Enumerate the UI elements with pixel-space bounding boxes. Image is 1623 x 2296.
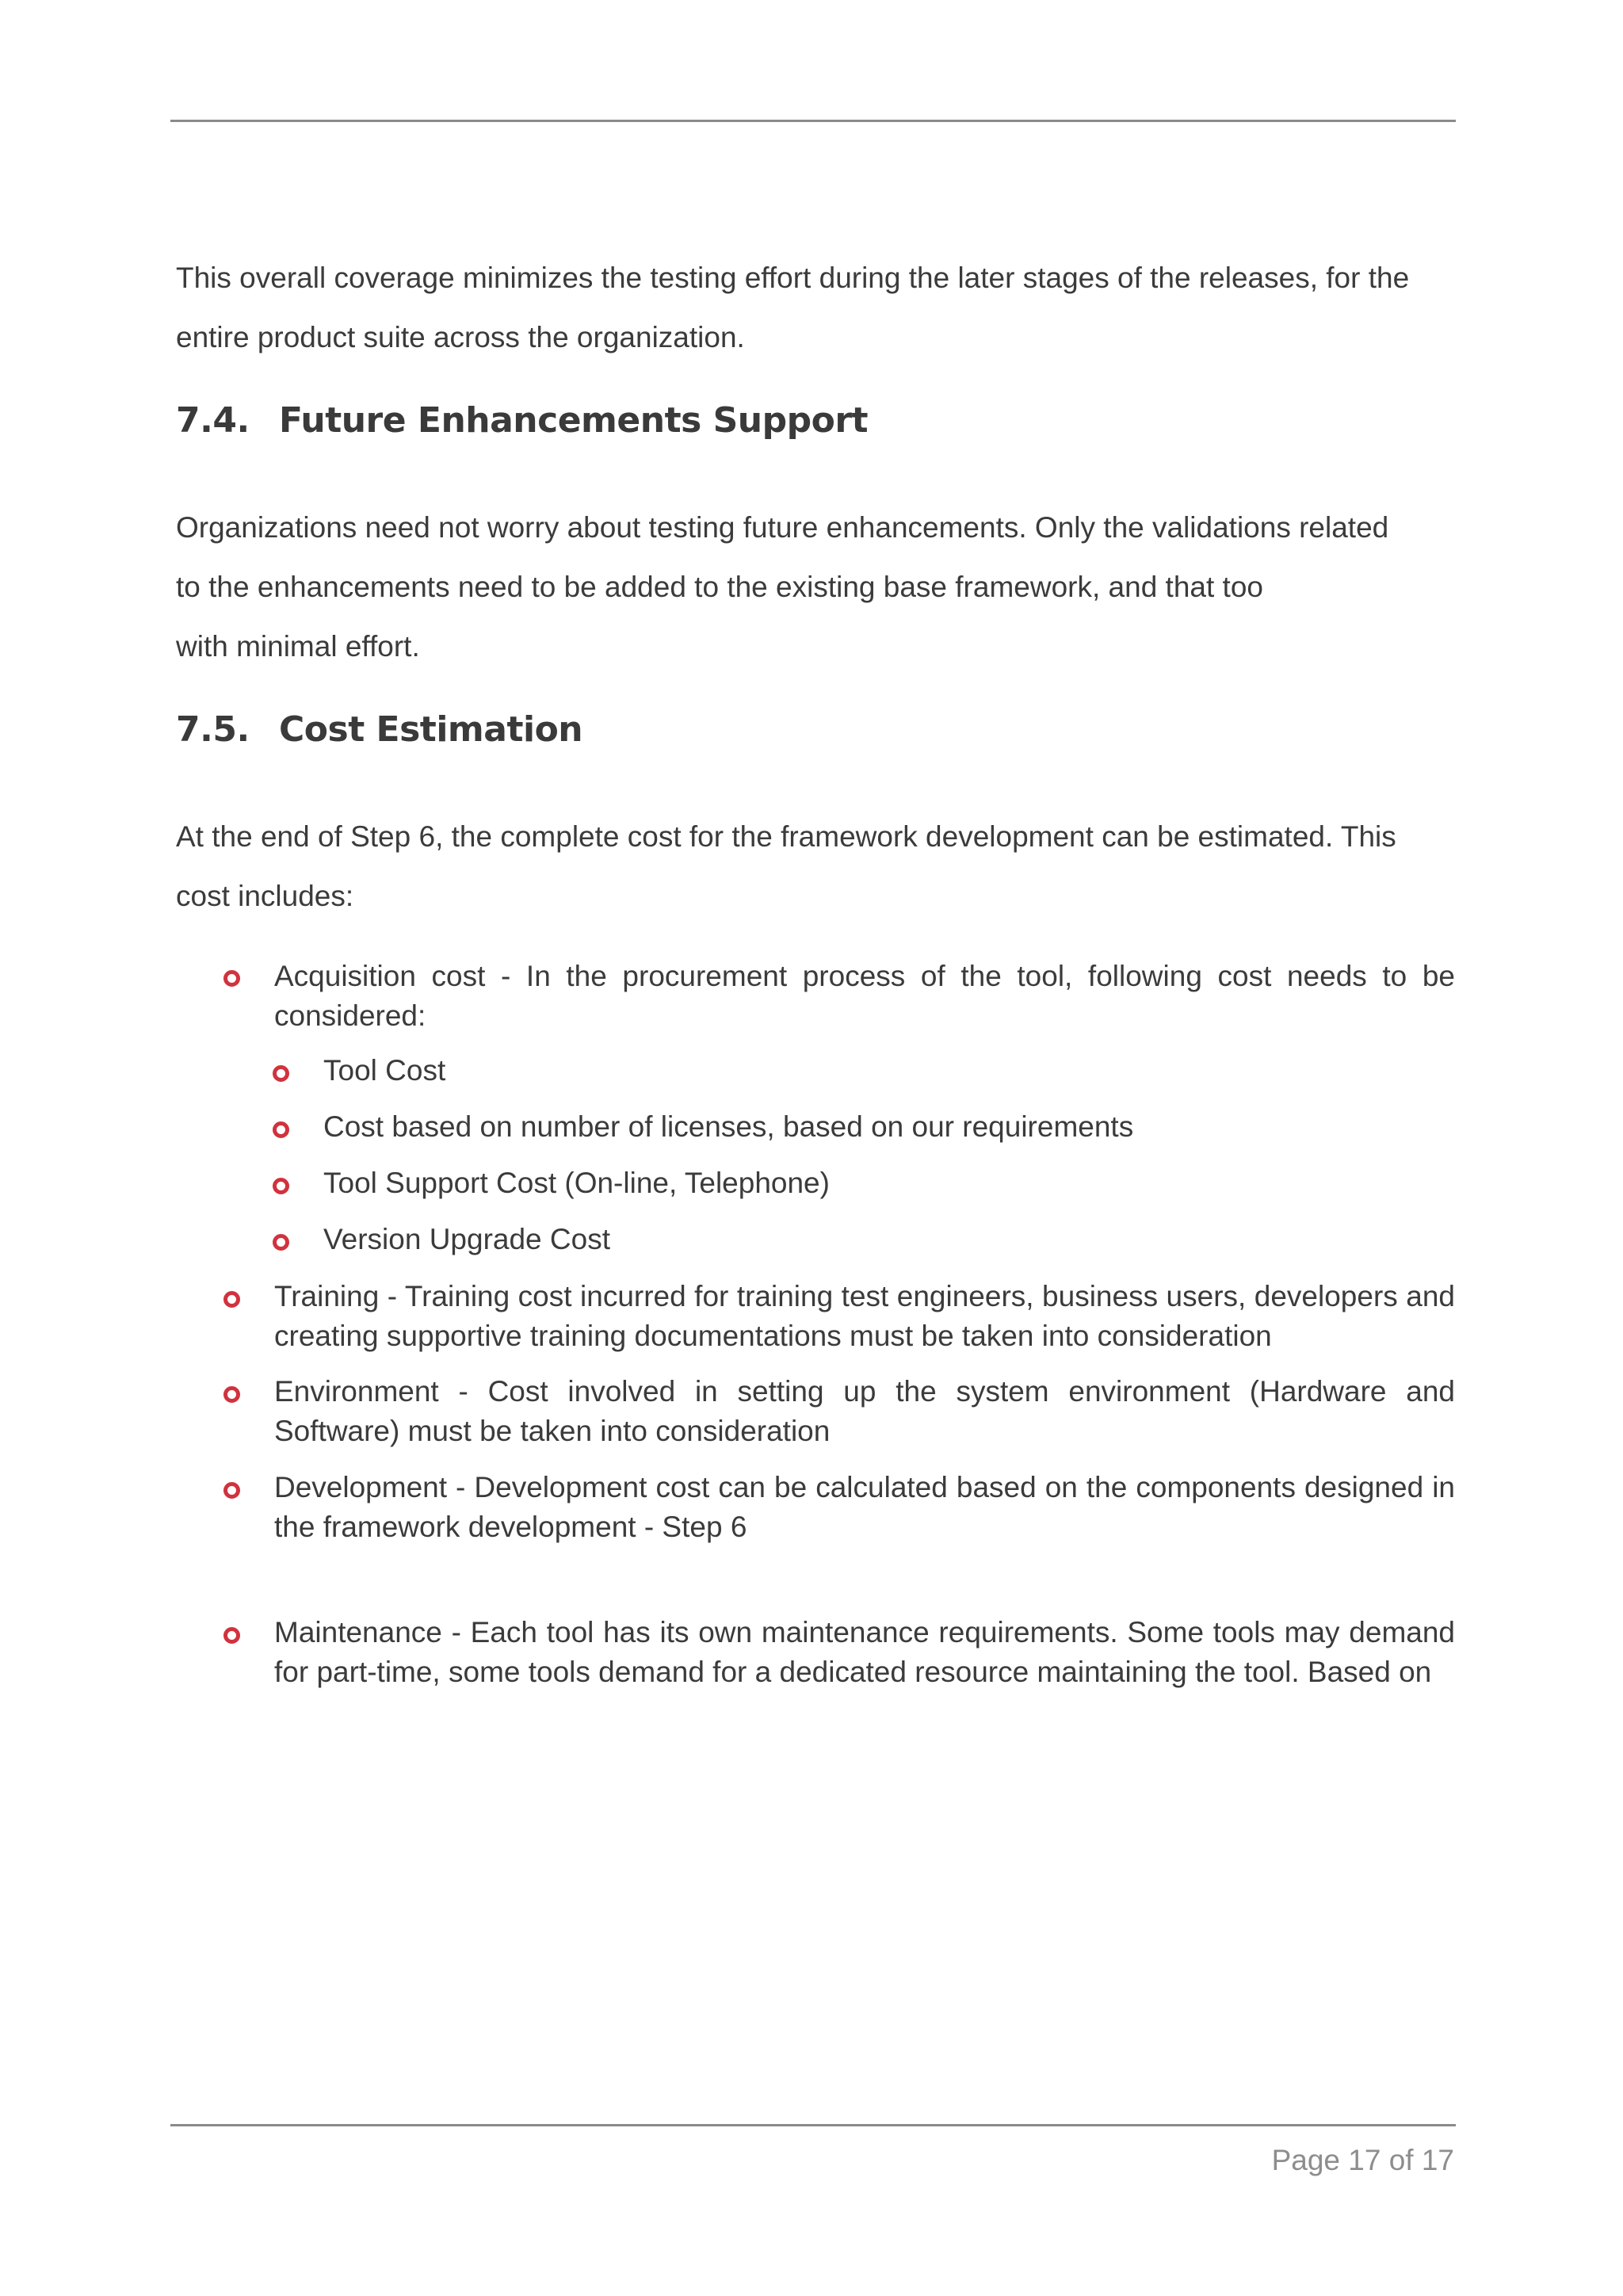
ring-bullet-icon	[223, 970, 240, 987]
ring-bullet-icon	[223, 1291, 240, 1308]
paragraph-cost-intro: At the end of Step 6, the complete cost for the framework development can be estimated. This cost includes:	[176, 820, 1396, 912]
ring-bullet-icon	[273, 1121, 289, 1138]
ring-bullet-icon	[223, 1386, 240, 1403]
list-item-version-upgrade: Version Upgrade Cost	[323, 1223, 610, 1255]
header-rule	[170, 120, 1456, 122]
ring-bullet-icon	[223, 1627, 240, 1644]
list-item-training: Training - Training cost incurred for training test engineers, business users, developers and creating supportive training documentations must be taken into consideration	[274, 1280, 1455, 1352]
list-item-development: Development - Development cost can be calculated based on the components designed in the framework development - Step 6	[274, 1471, 1455, 1543]
paragraph-future-enhancements: Organizations need not worry about testing future enhancements. Only the validations related to the enhancements need to be added to the existing base framework, and that too with minimal effort.	[176, 511, 1389, 663]
ring-bullet-icon	[273, 1065, 289, 1082]
heading-future-enhancements: 7.4. Future Enhancements Support	[176, 400, 869, 441]
page-number: Page 17 of 17	[1271, 2144, 1454, 2176]
ring-bullet-icon	[223, 1482, 240, 1499]
list-item-tool-cost: Tool Cost	[323, 1054, 446, 1087]
list-item-maintenance: Maintenance - Each tool has its own maintenance requirements. Some tools may demand for part-time, some tools demand for a dedicated resource maintaining the tool. Based on	[274, 1616, 1455, 1688]
list-item-acquisition: Acquisition cost - In the procurement process of the tool, following cost needs to be considered:	[274, 960, 1455, 1032]
ring-bullet-icon	[273, 1178, 289, 1194]
heading-cost-estimation: 7.5. Cost Estimation	[176, 709, 583, 750]
list-item-licenses: Cost based on number of licenses, based on our requirements	[323, 1110, 1134, 1143]
ring-bullet-icon	[273, 1234, 289, 1251]
footer-rule	[170, 2124, 1456, 2126]
paragraph-coverage: This overall coverage minimizes the testing effort during the later stages of the releases, for the entire product suite across the organization.	[176, 262, 1410, 353]
list-item-environment: Environment - Cost involved in setting up the system environment (Hardware and Software) must be taken into consideration	[274, 1375, 1455, 1447]
list-item-support-cost: Tool Support Cost (On-line, Telephone)	[323, 1167, 830, 1199]
